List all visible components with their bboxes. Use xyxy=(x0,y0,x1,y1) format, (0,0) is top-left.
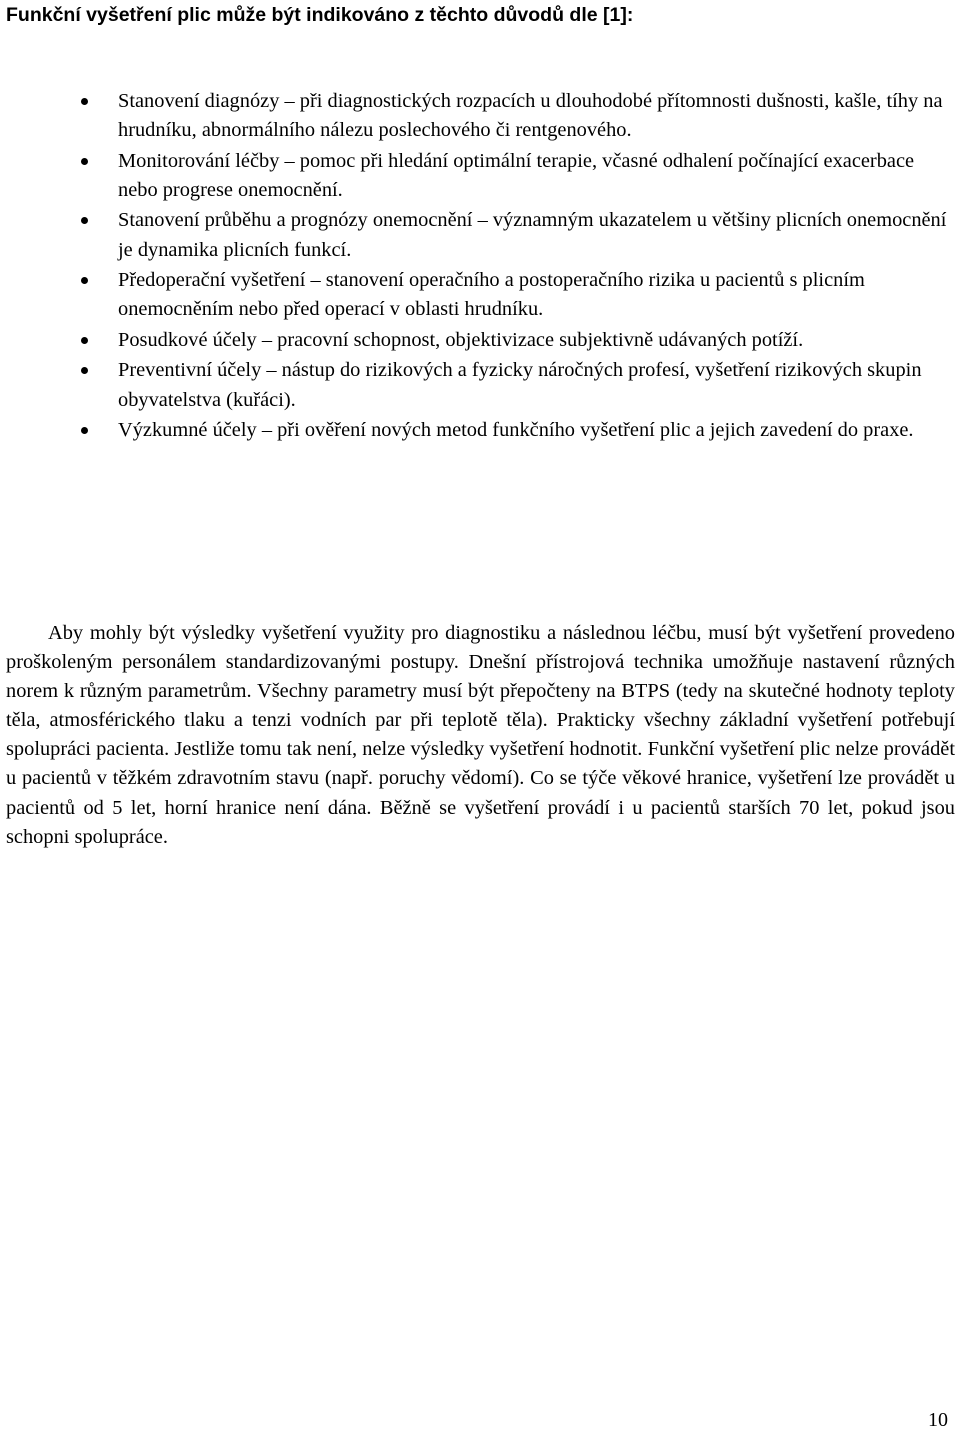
list-item-text: Předoperační vyšetření – stanovení operačního a postoperačního rizika u pacientů s plicním onemocněním nebo před operací v oblasti hrudníku. xyxy=(118,269,865,321)
list-item xyxy=(0,356,958,414)
bullet-icon xyxy=(81,427,88,434)
page-number: 10 xyxy=(928,1409,948,1431)
list-item xyxy=(0,147,958,205)
list-item-text: Výzkumné účely – při ověření nových metod funkčního vyšetření plic a jejich zavedení do praxe. xyxy=(118,419,914,442)
bullet-icon xyxy=(81,158,88,165)
section-heading: Funkční vyšetření plic může být indikováno z těchto důvodů dle [1]: xyxy=(6,4,634,26)
list-item-text: Stanovení diagnózy – při diagnostických rozpacích u dlouhodobé přítomnosti dušnosti, kašle, tíhy na hrudníku, abnormálního nálezu poslechového či rentgenového. xyxy=(118,90,943,142)
list-item xyxy=(0,206,958,264)
list-item-text: Preventivní účely – nástup do rizikových a fyzicky náročných profesí, vyšetření rizikových skupin obyvatelstva (kuřáci). xyxy=(118,359,922,411)
indication-list xyxy=(0,87,960,447)
bullet-icon xyxy=(81,337,88,344)
bullet-icon xyxy=(81,98,88,105)
list-item xyxy=(0,416,958,445)
list-item xyxy=(0,266,958,324)
list-item xyxy=(0,87,958,145)
body-paragraph: Aby mohly být výsledky vyšetření využity pro diagnostiku a následnou léčbu, musí být vyšetření provedeno proškoleným personálem standardizovanými postupy. Dnešní přístrojová technika umožňuje nastavení různých norem k různým parametrům. Všechny parametry musí být přepočteny na BTPS (tedy na skutečné hodnoty teploty těla, atmosférického tlaku a tenzi vodních par při teplotě těla). Prakticky všechny základní vyšetření potřebují spolupráci pacienta. Jestliže tomu tak není, nelze výsledky vyšetření hodnotit. Funkční vyšetření plic nelze provádět u pacientů v těžkém zdravotním stavu (např. poruchy vědomí). Co se týče věkové hranice, vyšetření lze provádět u pacientů od 5 let, horní hranice není dána. Běžně se vyšetření provádí i u pacientů starších 70 let, pokud jsou schopni spolupráce. xyxy=(6,622,955,848)
bullet-icon xyxy=(81,367,88,374)
list-item-text: Monitorování léčby – pomoc při hledání optimální terapie, včasné odhalení počínající exacerbace nebo progrese onemocnění. xyxy=(118,149,915,201)
bullet-icon xyxy=(81,277,88,284)
list-item-text: Posudkové účely – pracovní schopnost, objektivizace subjektivně udávaných potíží. xyxy=(118,328,804,351)
list-item xyxy=(0,326,958,355)
bullet-icon xyxy=(81,217,88,224)
list-item-text: Stanovení průběhu a prognózy onemocnění – významným ukazatelem u většiny plicních onemocnění je dynamika plicních funkcí. xyxy=(118,209,947,261)
